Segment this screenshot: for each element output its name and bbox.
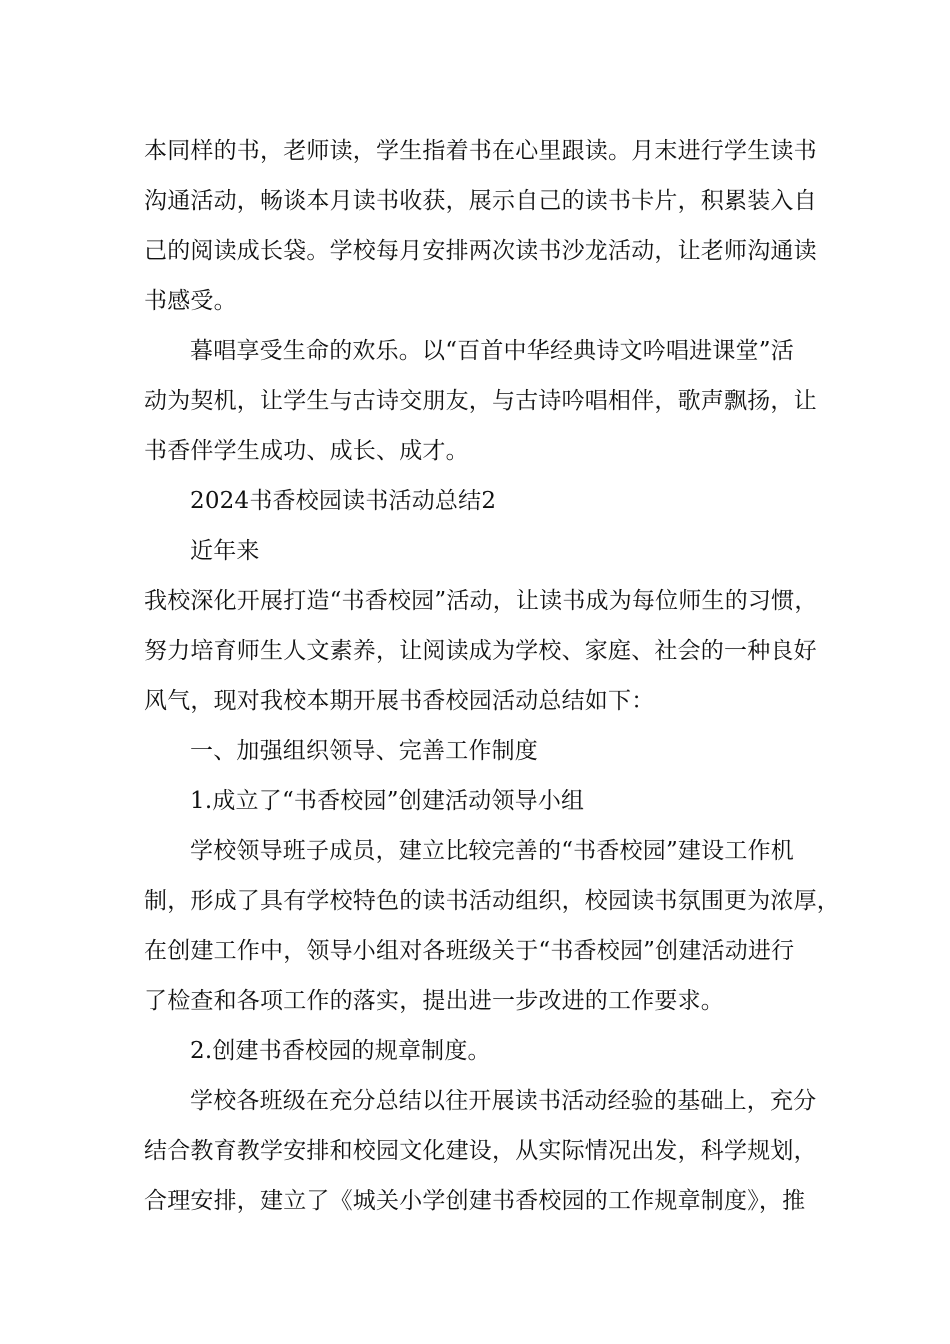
paragraph-line: 在创建工作中，领导小组对各班级关于“书香校园”创建活动进行 [144, 938, 795, 964]
paragraph-line: 学校各班级在充分总结以往开展读书活动经验的基础上，充分 [190, 1088, 817, 1114]
paragraph-line: 努力培育师生人文素养，让阅读成为学校、家庭、社会的一种良好 [144, 638, 817, 664]
paragraph-line: 暮唱享受生命的欢乐。以“百首中华经典诗文吟唱进课堂”活 [190, 338, 794, 364]
paragraph-line: 书感受。 [144, 288, 237, 314]
section-heading: 一、加强组织领导、完善工作制度 [190, 738, 538, 764]
paragraph-line: 沟通活动，畅谈本月读书收获，展示自己的读书卡片，积累装入自 [144, 188, 817, 214]
paragraph-line: 风气，现对我校本期开展书香校园活动总结如下： [144, 688, 655, 714]
paragraph-line: 己的阅读成长袋。学校每月安排两次读书沙龙活动，让老师沟通读 [144, 238, 817, 264]
paragraph-line: 制，形成了具有学校特色的读书活动组织，校园读书氛围更为浓厚， [144, 888, 840, 914]
paragraph-line: 近年来 [190, 538, 260, 564]
subsection-heading: 1.成立了“书香校园”创建活动领导小组 [190, 788, 585, 814]
subsection-heading: 2.创建书香校园的规章制度。 [190, 1038, 491, 1064]
paragraph-line: 书香伴学生成功、成长、成才。 [144, 438, 469, 464]
paragraph-line: 本同样的书，老师读，学生指着书在心里跟读。月末进行学生读书 [144, 138, 817, 164]
paragraph-line: 动为契机，让学生与古诗交朋友，与古诗吟唱相伴，歌声飘扬，让 [144, 388, 817, 414]
paragraph-line: 了检查和各项工作的落实，提出进一步改进的工作要求。 [144, 988, 724, 1014]
paragraph-line: 我校深化开展打造“书香校园”活动，让读书成为每位师生的习惯， [144, 588, 818, 614]
paragraph-line: 学校领导班子成员，建立比较完善的“书香校园”建设工作机 [190, 838, 794, 864]
paragraph-line: 合理安排，建立了《城关小学创建书香校园的工作规章制度》，推 [144, 1188, 806, 1214]
section-title: 2024书香校园读书活动总结2 [190, 488, 497, 514]
paragraph-line: 结合教育教学安排和校园文化建设，从实际情况出发，科学规划， [144, 1138, 817, 1164]
